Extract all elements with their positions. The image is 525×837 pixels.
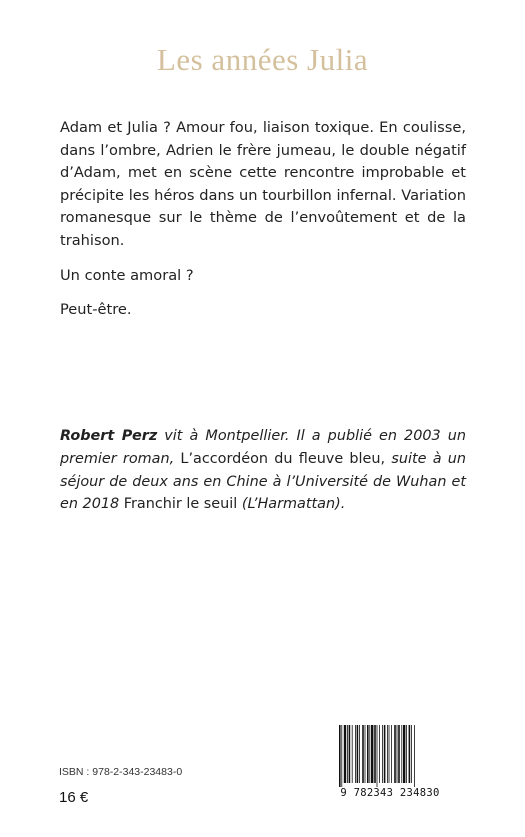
barcode-bar — [397, 725, 398, 783]
barcode-bar — [355, 725, 356, 783]
book-title: Les années Julia — [156, 42, 369, 77]
book-title-reference: Franchir le seuil — [123, 496, 238, 513]
barcode-bar — [406, 725, 407, 783]
barcode-bar — [357, 725, 359, 783]
barcode — [335, 723, 445, 805]
barcode-bar — [403, 725, 405, 783]
barcode-bar — [391, 725, 392, 783]
barcode-bar — [401, 725, 402, 783]
barcode-bar — [384, 725, 386, 783]
blurb-paragraph: Peut-être. — [60, 301, 132, 319]
barcode-bar — [389, 725, 390, 783]
barcode-bar — [377, 725, 378, 787]
isbn-label: ISBN : 978-2-343-23483-0 — [59, 766, 183, 778]
book-title-reference: L’accordéon du fleuve bleu, — [180, 450, 386, 467]
barcode-bar — [414, 725, 415, 787]
barcode-bar — [365, 725, 366, 783]
barcode-bars — [335, 723, 445, 787]
price-label: 16 € — [59, 789, 89, 806]
barcode-bar — [398, 725, 400, 783]
barcode-bar — [387, 725, 388, 783]
barcode-bar — [359, 725, 360, 783]
barcode-bar — [347, 725, 348, 783]
barcode-bar — [341, 725, 342, 787]
barcode-bar — [409, 725, 411, 783]
barcode-bar — [344, 725, 346, 783]
blurb-paragraph: Adam et Julia ? Amour fou, liaison toxique. En coulisse, dans l’ombre, Adrien le frère jumeau, le double négatif d’Adam, met en scène cette rencontre improbable et précipite les héros dans un tourbillon infernal. Variation romanesque sur le thème de l’envoûtement et de la trahison. — [60, 119, 466, 249]
back-cover-blurb — [60, 117, 466, 334]
barcode-digits: 9 782343 234830 — [340, 787, 440, 799]
barcode-bar — [362, 725, 364, 783]
author-bio-text: suite à un séjour de deux ans en Chine à l’Université de Wuhan et en 2018 — [60, 450, 466, 513]
barcode-bar — [371, 725, 373, 783]
author-bio-text: vit à Montpellier. Il a publié en 2003 un premier roman, — [60, 428, 466, 467]
barcode-bar — [374, 725, 376, 783]
barcode-bar — [349, 725, 351, 783]
barcode-bar — [379, 725, 380, 783]
barcode-bar — [369, 725, 370, 783]
publisher-name: (L’Harmattan). — [237, 496, 346, 513]
barcode-bar — [411, 725, 412, 783]
barcode-bar — [382, 725, 383, 783]
author-bio — [60, 425, 466, 516]
barcode-bar — [367, 725, 369, 783]
barcode-bar — [394, 725, 396, 783]
barcode-bar — [352, 725, 353, 783]
blurb-paragraph: Un conte amoral ? — [60, 266, 194, 284]
barcode-bar — [339, 725, 341, 787]
author-name: Robert Perz — [60, 428, 158, 444]
